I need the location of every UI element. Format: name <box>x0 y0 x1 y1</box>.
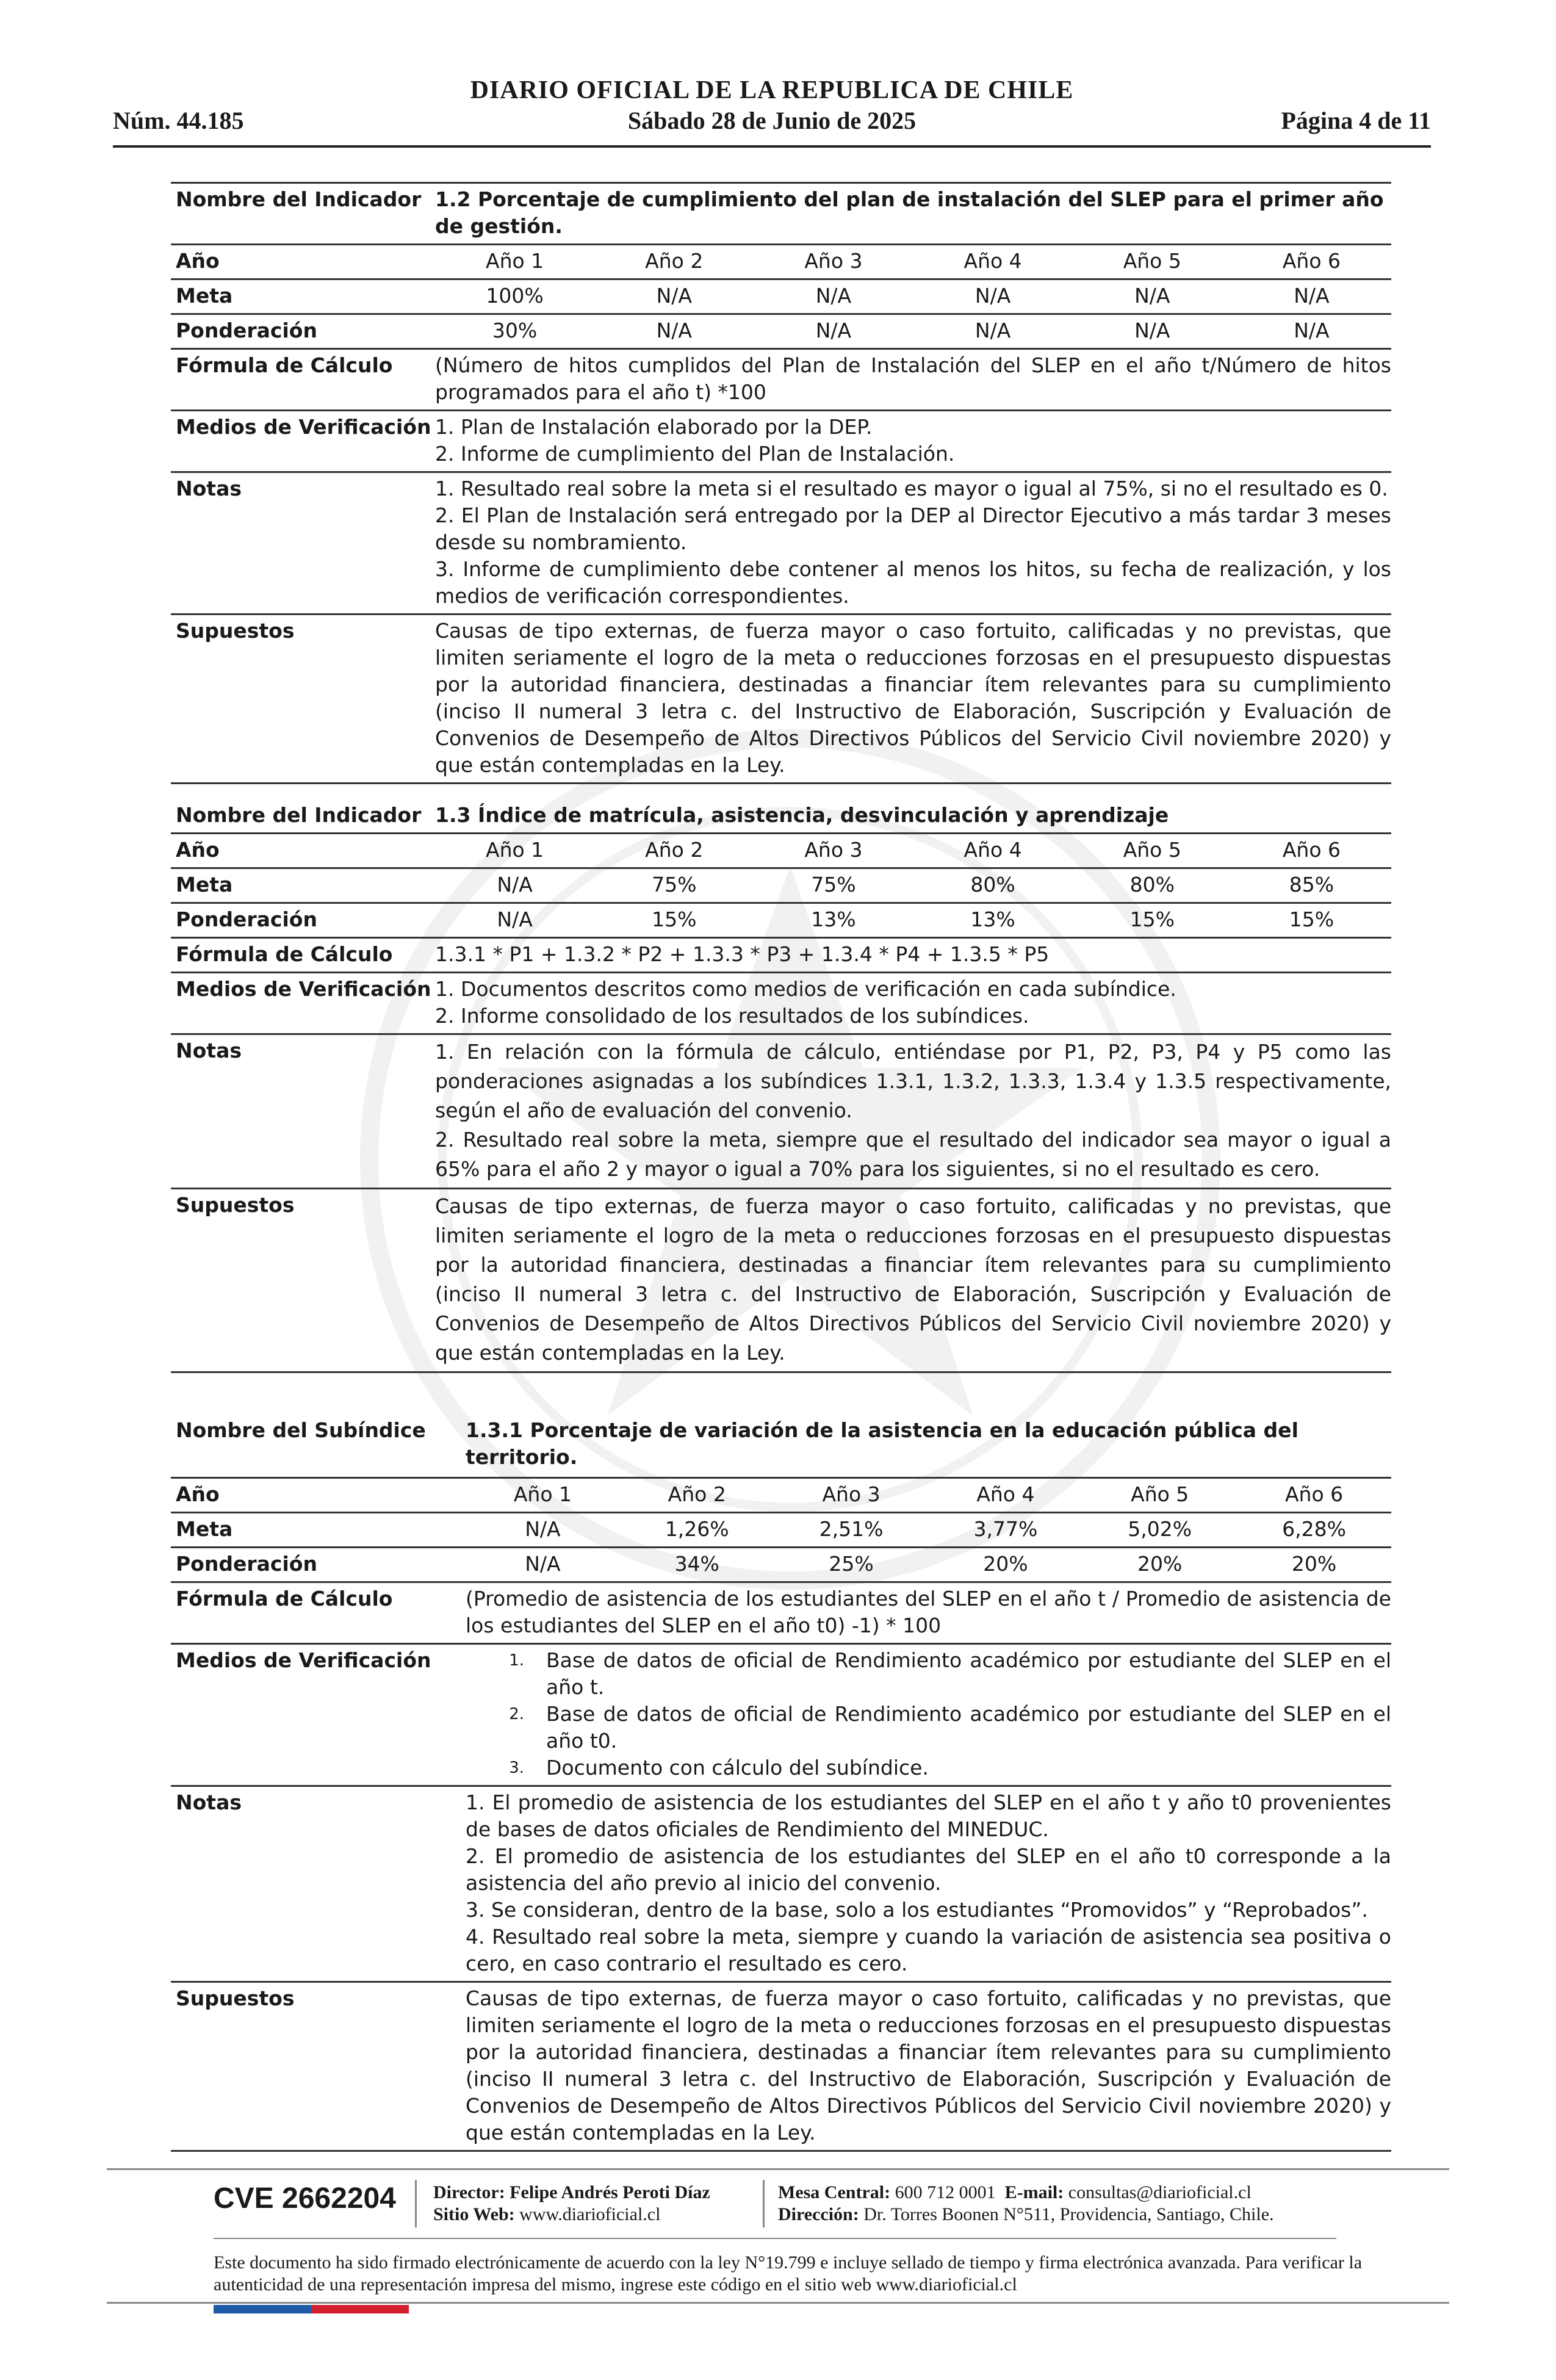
formula-text: 1.3.1 * P1 + 1.3.2 * P2 + 1.3.3 * P3 + 1.3.4 * P4 + 1.3.5 * P5 <box>435 942 1050 966</box>
list-item: 2. Base de datos de oficial de Rendimiento académico por estudiante del SLEP en el año t0. <box>509 1702 1391 1753</box>
meta-cell: 2,51% <box>819 1517 884 1541</box>
meta-cell: 3,77% <box>973 1517 1038 1541</box>
year-cell: Año 6 <box>1282 838 1341 862</box>
weight-cell: 15% <box>652 907 697 931</box>
note-item: 3. Informe de cumplimiento debe contener al menos los hitos, su fecha de realización, y los medios de verificación correspondientes. <box>435 557 1391 608</box>
assumptions-row <box>171 1189 1391 1373</box>
assumptions-row <box>171 615 1391 784</box>
weight-label: Ponderación <box>176 319 317 342</box>
note-item: 4. Resultado real sobre la meta, siempre y cuando la variación de asistencia sea positiva o cero, en caso contrario el resultado es cero. <box>466 1925 1391 1975</box>
indicator-name-row <box>171 182 1391 245</box>
weight-cell: N/A <box>525 1552 561 1576</box>
footer-divider <box>107 2302 1449 2304</box>
footer-divider <box>214 2238 1336 2239</box>
footer-separator <box>763 2180 765 2227</box>
weight-cell: 20% <box>1137 1552 1183 1576</box>
weight-cell: N/A <box>656 319 692 342</box>
indicator-name-label: Nombre del Indicador <box>176 187 422 211</box>
meta-cell: 100% <box>486 284 544 308</box>
footer-contact: Mesa Central: 600 712 0001 E-mail: consultas@diarioficial.cl Dirección: Dr. Torres Boonen N°511, Providencia, Santiago, Chile. <box>778 2182 1274 2224</box>
meta-cell: 80% <box>1129 873 1175 896</box>
year-cell: Año 2 <box>645 249 704 273</box>
assumptions-text: Causas de tipo externas, de fuerza mayor o caso fortuito, calificadas y no previstas, que limiten seriamente el logro de la meta o reducciones forzosas en el presupuesto dispuestas por la autoridad financiera, destinadas a financiar ítem relevantes para su cumplimiento (inciso II numeral 3 letra c. del Instructivo de Elaboración, Suscripción y Evaluación de Convenios de Desempeño de Altos Directivos Públicos del Servicio Civil noviembre 2020) y que están contempladas en la Ley. <box>435 619 1391 777</box>
formula-row <box>171 1583 1391 1645</box>
year-cell: Año 4 <box>963 838 1022 862</box>
year-row <box>171 1479 1391 1513</box>
formula-text: (Promedio de asistencia de los estudiantes del SLEP en el año t / Promedio de asistencia de los estudiantes del SLEP en el año t0) -1) * 100 <box>466 1587 1391 1637</box>
meta-cell: N/A <box>815 284 852 308</box>
meta-cell: N/A <box>1134 284 1170 308</box>
indicator-1-2-table <box>171 182 1391 784</box>
meta-row <box>171 869 1391 904</box>
footer-separator <box>415 2180 417 2227</box>
meta-cell: N/A <box>497 873 533 896</box>
formula-row <box>171 939 1391 973</box>
notes-label: Notas <box>176 1790 242 1814</box>
assumptions-label: Supuestos <box>176 1193 295 1217</box>
year-cell: Año 3 <box>822 1482 881 1506</box>
weight-cell: N/A <box>497 907 533 931</box>
director-name: Felipe Andrés Peroti Díaz <box>510 2182 710 2202</box>
footer-divider <box>107 2168 1449 2170</box>
weight-cell: 25% <box>829 1552 874 1576</box>
verification-row <box>171 411 1391 473</box>
weight-cell: 13% <box>970 907 1015 931</box>
verification-item: 2. Informe de cumplimiento del Plan de Instalación. <box>435 442 955 466</box>
meta-cell: N/A <box>656 284 692 308</box>
verification-row <box>171 1645 1391 1787</box>
weight-cell: N/A <box>1134 319 1170 342</box>
assumptions-text: Causas de tipo externas, de fuerza mayor o caso fortuito, calificadas y no previstas, que limiten seriamente el logro de la meta o reducciones forzosas en el presupuesto dispuestas por la autoridad financiera, destinadas a financiar ítem relevantes para su cumplimiento (inciso II numeral 3 letra c. del Instructivo de Elaboración, Suscripción y Evaluación de Convenios de Desempeño de Altos Directivos Públicos del Servicio Civil noviembre 2020) y que están contempladas en la Ley. <box>466 1986 1391 2144</box>
year-cell: Año 5 <box>1123 249 1181 273</box>
weight-row <box>171 1548 1391 1583</box>
assumptions-row <box>171 1983 1391 2152</box>
meta-cell: N/A <box>974 284 1011 308</box>
note-item: 1. Resultado real sobre la meta si el resultado es mayor o igual al 75%, si no el resultado es 0. <box>435 477 1388 500</box>
meta-row <box>171 1513 1391 1548</box>
page-header <box>113 72 1431 148</box>
subindex-name-label: Nombre del Subíndice <box>176 1418 426 1442</box>
verification-item: 1. Documentos descritos como medios de verificación en cada subíndice. <box>435 977 1176 1001</box>
note-item: 1. En relación con la fórmula de cálculo, entiéndase por P1, P2, P3, P4 y P5 como las ponderaciones asignadas a los subíndices 1.3.1, 1.3.2, 1.3.3, 1.3.4 y 1.3.5 respectivamente, según el año de evaluación del convenio. <box>435 1040 1391 1122</box>
meta-cell: N/A <box>525 1517 561 1541</box>
meta-cell: 75% <box>811 873 856 896</box>
meta-label: Meta <box>176 1517 233 1541</box>
year-cell: Año 6 <box>1282 249 1341 273</box>
year-cell: Año 3 <box>804 249 863 273</box>
weight-cell: 15% <box>1129 907 1175 931</box>
page-number: Página 4 de 11 <box>1281 107 1431 134</box>
meta-cell: 80% <box>970 873 1015 896</box>
meta-cell: N/A <box>1294 284 1330 308</box>
phone-number: 600 712 0001 <box>895 2182 996 2202</box>
weight-cell: N/A <box>815 319 852 342</box>
weight-cell: 13% <box>811 907 856 931</box>
note-item: 2. El promedio de asistencia de los estudiantes del SLEP en el año t0 corresponde a la asistencia del año previo al inicio del convenio. <box>466 1844 1391 1895</box>
newspaper-title: DIARIO OFICIAL DE LA REPUBLICA DE CHILE <box>470 76 1074 104</box>
indicator-name-row <box>171 799 1391 834</box>
year-label: Año <box>176 838 220 862</box>
list-item: 3. Documento con cálculo del subíndice. <box>509 1756 929 1780</box>
notes-label: Notas <box>176 477 242 500</box>
note-item: 1. El promedio de asistencia de los estudiantes del SLEP en el año t y año t0 provenientes de bases de datos oficiales de Rendimiento del MINEDUC. <box>466 1790 1391 1841</box>
year-label: Año <box>176 1482 220 1506</box>
formula-row <box>171 350 1391 411</box>
formula-label: Fórmula de Cálculo <box>176 353 393 377</box>
meta-label: Meta <box>176 873 233 896</box>
formula-label: Fórmula de Cálculo <box>176 1587 393 1610</box>
website-link[interactable]: www.diarioficial.cl <box>519 2204 661 2224</box>
weight-cell: 20% <box>1291 1552 1337 1576</box>
verification-list <box>466 1647 1391 1781</box>
formula-text: (Número de hitos cumplidos del Plan de Instalación del SLEP en el año t/Número de hitos programados para el año t) *100 <box>435 353 1391 404</box>
weight-cell: 20% <box>983 1552 1028 1576</box>
notes-row <box>171 473 1391 615</box>
weight-cell: 15% <box>1289 907 1334 931</box>
weight-cell: 34% <box>674 1552 719 1576</box>
subindex-1-3-1-table <box>171 1415 1391 2152</box>
meta-cell: 75% <box>652 873 697 896</box>
list-item: 1. Base de datos de oficial de Rendimiento académico por estudiante del SLEP en el año t. <box>509 1648 1391 1699</box>
cve-code: CVE 2662204 <box>214 2182 396 2215</box>
indicator-1-3-table <box>171 799 1391 1373</box>
meta-row <box>171 280 1391 315</box>
issue-date: Sábado 28 de Junio de 2025 <box>627 107 917 134</box>
year-cell: Año 6 <box>1284 1482 1344 1506</box>
verification-label: Medios de Verificación <box>176 1648 431 1672</box>
meta-cell: 6,28% <box>1282 1517 1346 1541</box>
verification-label: Medios de Verificación <box>176 977 431 1001</box>
email-link[interactable]: consultas@diarioficial.cl <box>1068 2182 1252 2202</box>
indicator-name: 1.2 Porcentaje de cumplimiento del plan de instalación del SLEP para el primer año de gestión. <box>435 187 1384 238</box>
note-item: 3. Se consideran, dentro de la base, solo a los estudiantes “Promovidos” y “Reprobados”. <box>466 1898 1368 1922</box>
year-cell: Año 2 <box>668 1482 726 1506</box>
notes-row <box>171 1787 1391 1983</box>
legal-notice: Este documento ha sido firmado electrónicamente de acuerdo con la ley N°19.799 e incluye sellado de tiempo y firma electrónica avanzada. Para verificar la autenticidad de una representación impresa del mismo, ingrese este código en el sitio web www.diarioficial.cl <box>214 2252 1363 2295</box>
weight-row <box>171 904 1391 939</box>
flag-stripe-red <box>311 2305 409 2313</box>
notes-row <box>171 1035 1391 1189</box>
year-cell: Año 1 <box>486 249 544 273</box>
issue-number: Núm. 44.185 <box>113 107 244 134</box>
indicator-name-label: Nombre del Indicador <box>176 803 422 827</box>
meta-cell: 5,02% <box>1128 1517 1192 1541</box>
year-label: Año <box>176 249 220 273</box>
subindex-name-row <box>171 1415 1391 1479</box>
subindex-name: 1.3.1 Porcentaje de variación de la asistencia en la educación pública del territorio. <box>466 1418 1298 1469</box>
verification-item: 2. Informe consolidado de los resultados de los subíndices. <box>435 1004 1029 1028</box>
year-cell: Año 3 <box>804 838 863 862</box>
indicator-name: 1.3 Índice de matrícula, asistencia, desvinculación y aprendizaje <box>435 803 1169 827</box>
notes-label: Notas <box>176 1039 242 1062</box>
flag-stripe-blue <box>214 2305 311 2313</box>
weight-cell: 30% <box>492 319 538 342</box>
year-row <box>171 245 1391 280</box>
year-cell: Año 1 <box>486 838 544 862</box>
meta-cell: 1,26% <box>665 1517 729 1541</box>
address-text: Dr. Torres Boonen N°511, Providencia, Santiago, Chile. <box>863 2204 1274 2224</box>
weight-cell: N/A <box>974 319 1011 342</box>
verification-item: 1. Plan de Instalación elaborado por la DEP. <box>435 415 873 439</box>
year-cell: Año 5 <box>1123 838 1181 862</box>
assumptions-label: Supuestos <box>176 619 295 643</box>
year-cell: Año 1 <box>513 1482 572 1506</box>
verification-row <box>171 973 1391 1035</box>
year-cell: Año 4 <box>976 1482 1035 1506</box>
note-item: 2. El Plan de Instalación será entregado por la DEP al Director Ejecutivo a más tardar 3 meses desde su nombramiento. <box>435 503 1391 554</box>
assumptions-label: Supuestos <box>176 1986 295 2010</box>
formula-label: Fórmula de Cálculo <box>176 942 393 966</box>
year-cell: Año 2 <box>645 838 704 862</box>
note-item: 2. Resultado real sobre la meta, siempre que el resultado del indicador sea mayor o igual a 65% para el año 2 y mayor o igual a 70% para los siguientes, si no el resultado es cero. <box>435 1128 1391 1181</box>
meta-cell: 85% <box>1289 873 1334 896</box>
assumptions-text: Causas de tipo externas, de fuerza mayor o caso fortuito, calificadas y no previstas, que limiten seriamente el logro de la meta o reducciones forzosas en el presupuesto dispuestas por la autoridad financiera, destinadas a financiar ítem relevantes para su cumplimiento (inciso II numeral 3 letra c. del Instructivo de Elaboración, Suscripción y Evaluación de Convenios de Desempeño de Altos Directivos Públicos del Servicio Civil noviembre 2020) y que están contempladas en la Ley. <box>435 1194 1391 1365</box>
weight-label: Ponderación <box>176 907 317 931</box>
year-row <box>171 834 1391 869</box>
year-cell: Año 5 <box>1131 1482 1189 1506</box>
weight-row <box>171 315 1391 350</box>
meta-label: Meta <box>176 284 233 308</box>
footer-director: Director: Felipe Andrés Peroti Díaz Sitio Web: www.diarioficial.cl <box>433 2182 710 2224</box>
weight-label: Ponderación <box>176 1552 317 1576</box>
weight-cell: N/A <box>1294 319 1330 342</box>
year-cell: Año 4 <box>963 249 1022 273</box>
verification-label: Medios de Verificación <box>176 415 431 439</box>
